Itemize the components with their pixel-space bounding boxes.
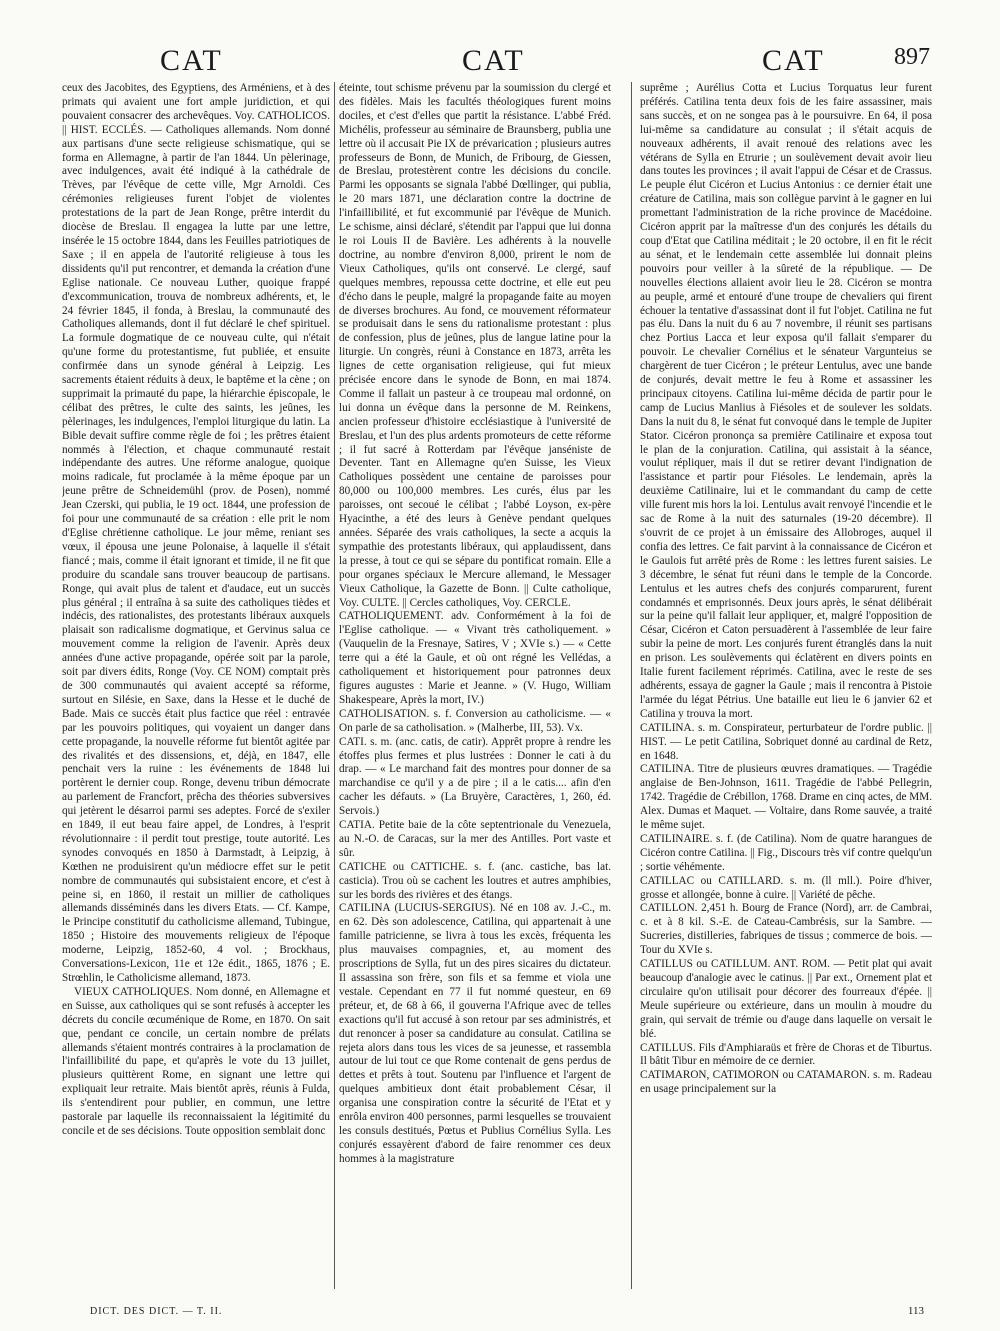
paragraph-catilina-continued: suprême ; Aurélius Cotta et Lucius Torquatus leur furent préférés. Catilina tenta deux fois de les faire assassiner, mais sans succès, et on ne songea pas à le poursuivre. En 64, il posa lui-même sa candidature au consulat ; il s'était acquis de nouveaux adhérents, il avait renoué des relations avec les vétérans de Sylla en Etrurie ; un soulèvement devait avoir lieu dans toutes les provinces ; il avait l'appui de César et de Crassus. Le peuple élut Cicéron et Lucius Antonius : ce dernier était une créature de Catilina, mais son collègue parvint à le gagner en lui promettant l'administration de la riche province de Macédoine. Cicéron apprit par la maîtresse d'un des conjurés les détails du coup d'Etat que Catilina méditait ; le 20 octobre, il en fit le récit au sénat, et le lendemain cette assemblée lui donnait pleins pouvoirs pour veiller à la sûreté de la république. — De nouvelles élections allaient avoir lieu le 28. Cicéron se montra au peuple, armé et entouré d'une troupe de chevaliers qui firent échouer la tentative d'assassinat dont il fut l'objet. Catilina ne fut pas élu. Dans la nuit du 6 au 7 novembre, il réunit ses partisans chez Portius Lacca et leur exposa qu'il fallait s'emparer du pouvoir. Le chevalier Cornélius et le sénateur Vargunteius se chargèrent de tuer Cicéron ; le préteur Lentulus, avec une bande de conjurés, devait mettre le feu à Rome et assassiner les principaux citoyens. Catilina lui-même décida de partir pour le camp de Lucius Manlius à Fiésoles et de soulever les soldats. Dans la nuit du 8, le sénat fut convoqué dans le temple de Jupiter Stator. Cicéron prononça sa première Catilinaire et exposa tout le plan de la conjuration. Catilina, qui assistait à la séance, voulut répliquer, mais il dut se retirer devant l'indignation de l'assistance et partir pour Fiésoles. Le lendemain, après la deuxième Catilinaire, lui et le commandant du camp de cette ville furent mis hors la loi. Lentulus avait renvoyé l'incendie et le sac de Rome à la nuit des saturnales (19-20 décembre). Il s'ouvrit de ce projet à un émissaire des Allobroges, auquel il confia des lettres. Ce fait parvint à la connaissance de Cicéron et le Gaulois fut arrêté près de Rome : les lettres furent saisies. Le 3 décembre, le sénat fut réuni dans le temple de la Concorde. Lentulus et les autres chefs des conjurés comparurent, furent condamnés et emprisonnés. Deux jours après, le sénat délibérait sur la peine qu'il fallait leur appliquer, et, malgré l'opposition de César, Cicéron et Caton persuadèrent à l'assemblée de leur faire subir la peine de mort. Les conjurés furent étranglés dans la nuit en prison. Les soulèvements qui éclatèrent en divers points en Italie furent facilement réprimés. Catilina, avec le reste de ses adhérents, essaya de gagner la Gaule ; mais il rencontra à Pistoie l'armée du légat Pétrius. Une bataille eut lieu le 6 janvier 62 et Catilina y trouva la mort. <box>640 82 932 720</box>
running-header-left: CAT <box>160 44 223 77</box>
text-column-2 <box>339 82 611 1289</box>
running-header-center: CAT <box>462 44 525 77</box>
entry-catillac: CATILLAC ou CATILLARD. s. m. (ll mll.). Poire d'hiver, grosse et allongée, bonne à cuire. || Variété de pêche. <box>640 874 932 901</box>
entry-catilina-biography: CATILINA (LUCIUS-SERGIUS). Né en 108 av. J.-C., m. en 62. Dès son adolescence, Catilina, qui appartenait à une famille patricienne, se livra à tous les excès, fréquenta les plus mauvaises compagnies, et, au moment des proscriptions de Sylla, fut un des pires sicaires du dictateur. Il assassina son frère, son fils et sa femme et viola une vestale. Cependant en 77 il fut nommé questeur, en 69 préteur, et, de 68 à 66, il gouverna l'Afrique avec de telles exactions qu'il fut accusé à son retour par ses administrés, et dut renoncer à poser sa candidature au consulat. Catilina se rejeta alors dans tous les vices de sa jeunesse, et rassembla autour de lui tout ce que Rome contenait de gens perdus de dettes et prêts à tout. Soutenu par l'influence et l'argent de quelques ambitieux dont était probablement César, il organisa une conspiration contre la sécurité de l'Etat et y enrôla environ 400 personnes, parmi lesquelles se trouvaient les consuls destitués, Pœtus et Publius Cornélius Sylla. Les conjurés essayèrent d'abord de faire renommer ces deux hommes à la magistrature <box>339 902 611 1165</box>
text-column-1 <box>62 82 330 1289</box>
entry-catillon: CATILLON. 2,451 h. Bourg de France (Nord), arr. de Cambrai, c. et à 8 kil. S.-E. de Cateau-Cambrésis, sur la Sambre. — Sucreries, distilleries, fabriques de tissus ; commerce de bois. — Tour du XVIe s. <box>640 902 932 957</box>
entry-catillus-son: CATILLUS. Fils d'Amphiaraüs et frère de Choras et de Tiburtus. Il bâtit Tibur en mémoire de ce dernier. <box>640 1041 932 1068</box>
running-header-right: CAT <box>762 44 825 77</box>
entry-catillus-catillum: CATILLUS ou CATILLUM. ANT. ROM. — Petit plat qui avait beaucoup d'analogie avec le catinus. || Par ext., Ornement plat et circulaire qu'on utilisait pour décorer des fourreaux d'épée. || Meule supérieure ou extérieure, dans un moulin à moudre du grain, qui servait de trémie ou d'auge dans laquelle on versait le blé. <box>640 958 932 1040</box>
column-rule-2 <box>631 82 632 1289</box>
entry-catilina-noun: CATILINA. s. m. Conspirateur, perturbateur de l'ordre public. || HIST. — Le petit Catilina, Sobriquet donné au cardinal de Retz, en 1648. <box>640 721 932 762</box>
page-number: 897 <box>894 44 930 70</box>
paragraph-catholicos-continued: ceux des Jacobites, des Egyptiens, des Arméniens, et à des primats qui avaient une fort ample juridiction, et qui pouvaient consacrer des archevêques. Voy. CATHOLICOS. || HIST. ECCLÉS. — Catholiques allemands. Nom donné aux partisans d'une secte religieuse schismatique, qui se forma en Allemagne, à partir de l'an 1844. Un pèlerinage, avec indulgences, avait été indiqué à la cathédrale de Trèves, par l'évêque de cette ville, Mgr Arnoldi. Ces cérémonies religieuses furent l'objet de violentes protestations de la part de Jean Ronge, prêtre interdit du diocèse de Breslau. Il engagea la lutte par une lettre, insérée le 15 octobre 1844, dans les Feuilles patriotiques de Saxe ; il en appela de l'autorité religieuse à tous les dissidents qu'il put rencontrer, et demanda la création d'une Eglise nationale. Ce nouveau Luther, quoique frappé d'excommunication, trouva de nombreux adhérents, et, le 24 février 1845, il fonda, à Breslau, la communauté des Catholiques allemands, dont il fut déclaré le chef spirituel. La formule dogmatique de ce nouveau culte, qui n'était qu'une forme du protestantisme, fut publiée, et ensuite confirmée dans un synode général à Leipzig. Les sacrements étaient réduits à deux, le baptême et la cène ; on supprimait la primauté du pape, la hiérarchie épiscopale, le célibat des prêtres, le culte des saints, les jeûnes, les pèlerinages, les indulgences, l'emploi liturgique du latin. La Bible devait suffire comme règle de foi ; les prêtres étaient nommés à l'élection, et chaque communauté restait indépendante des autres. Une réforme analogue, quoique moins radicale, fut proclamée à la même époque par un jeune prêtre de Schneidemühl (prov. de Posen), nommé Jean Czerski, qui publia, le 19 oct. 1844, une profession de foi pour une communauté de sa création : elle prit le nom d'Eglise chrétienne catholique. Le jour même, reniant ses vœux, il épousa une jeune Polonaise, à laquelle il s'était fiancé ; mais, comme il était ignorant et timide, il ne fit que produire du scandale sans trouver beaucoup de partisans. Ronge, qui avait plus de talent et d'audace, eut un succès plus général ; il entraîna à sa suite des catholiques tièdes et indécis, des rationalistes, des protestants libéraux auxquels plaisait son radicalisme dogmatique, et Gervinus salua ce mouvement comme la religion de l'avenir. Après deux années d'une active propagande, opérée soit par la parole, soit par divers édits, Ronge (Voy. CE NOM) comptait près de 300 communautés qui avaient accepté sa réforme, surtout en Silésie, en Saxe, dans la Hesse et le duché de Bade. Mais ce succès était plus factice que réel : entravée par les pouvoirs politiques, qui voyaient un danger dans cette propagande, la nouvelle réforme fut bientôt agitée par des rivalités et des dissensions, et, déjà, en 1847, elle penchait vers la ruine : les événements de 1848 lui portèrent le dernier coup. Ronge, devenu tribun démocrate au parlement de Francfort, prêcha des théories subversives qui jetèrent le désarroi parmi ses adeptes. Forcé de s'exiler en 1849, il eut beau faire appel, de Londres, à l'esprit révolutionnaire : il perdit tout prestige, toute autorité. Les synodes convoqués en 1850 à Darmstadt, à Leipzig, à Kœthen ne produisirent qu'un médiocre effet sur le petit nombre de communautés qui subsistaient encore, et c'est à peine si, en 1860, il restait un millier de catholiques allemands disséminés dans les divers Etats. — Cf. Kampe, le Principe constitutif du catholicisme allemand, Tubingue, 1850 ; Histoire des mouvements religieux de l'époque moderne, Leipzig, 1852-60, 4 vol. ; Brockhaus, Conversations-Lexicon, 11e et 12e édit., 1865, 1876 ; E. Strœhlin, le Catholicisme allemand, 1873. <box>62 82 330 984</box>
text-column-3 <box>640 82 932 1289</box>
column-rule-1 <box>334 82 335 1289</box>
entry-catilina-dramas: CATILINA. Titre de plusieurs œuvres dramatiques. — Tragédie anglaise de Ben-Johnson, 1611. Tragédie de l'abbé Pellegrin, 1742. Tragédie de Crébillon, 1768. Drame en cinq actes, de MM. Alex. Dumas et Maquet. — Voltaire, dans Rome sauvée, a traité le même sujet. <box>640 763 932 832</box>
entry-catilinaire: CATILINAIRE. s. f. (de Catilina). Nom de quatre harangues de Cicéron contre Catilina. || Fig., Discours très vif contre quelqu'un ; sortie véhémente. <box>640 832 932 873</box>
entry-catholiquement: CATHOLIQUEMENT. adv. Conformément à la foi de l'Eglise catholique. — « Vivant très catholiquement. » (Vauquelin de la Fresnaye, Satires, V ; XVIe s.) — « Cette terre qui a été la Gaule, et où ont régné les Vellédas, a catholiquement et historiquement pour patronnes deux figures augustes : Marie et Jeanne. » (V. Hugo, William Shakespeare, Après la mort, IV.) <box>339 610 611 706</box>
footer-volume-note: DICT. DES DICT. — T. II. <box>90 1306 223 1317</box>
paragraph-vieux-catholiques: VIEUX CATHOLIQUES. Nom donné, en Allemagne et en Suisse, aux catholiques qui se sont refusés à accepter les décrets du concile œcuménique de Rome, en 1870. On sait que, pendant ce concile, un certain nombre de prélats allemands s'étaient montrés contraires à la proclamation de l'infaillibilité du pape, et qu'après le vote du 13 juillet, plusieurs quittèrent Rome, en signant une lettre qui expliquait leur retraite. Mais bientôt après, réunis à Fulda, ils s'entendirent pour publier, en commun, une lettre pastorale par laquelle ils reconnaissaient la légitimité du concile et de ses décisions. Toute opposition semblait donc <box>62 985 330 1137</box>
entry-catia: CATIA. Petite baie de la côte septentrionale du Venezuela, au N.-O. de Caracas, sur la mer des Antilles. Port vaste et sûr. <box>339 819 611 859</box>
paragraph-vieux-catholiques-continued: éteinte, tout schisme prévenu par la soumission du clergé et des fidèles. Mais les facultés théologiques furent moins dociles, et c'est d'elles que partit la résistance. L'abbé Fréd. Michélis, professeur au séminaire de Braunsberg, publia une lettre où il accusait Pie IX de prévarication ; plusieurs autres professeurs de Bonn, de Munich, de Fribourg, de Giessen, de Breslau, protestèrent contre les décisions du concile. Parmi les opposants se signala l'abbé Dœllinger, qui publia, le 20 mars 1871, une déclaration contre la doctrine de l'infaillibilité, et fut excommunié par l'évêque de Munich. Le schisme, ainsi déclaré, s'étendit par l'appui que lui donna le roi Louis II de Bavière. Les adhérents à la nouvelle doctrine, au nombre d'environ 8,000, prirent le nom de Vieux Catholiques, qu'ils ont conservé. Le clergé, sauf quelques membres, repoussa cette doctrine, et elle eut peu d'écho dans le peuple, malgré la propagande faite au moyen de diverses brochures. Au fond, ce mouvement réformateur se produisait dans le sens du rationalisme protestant : plus de confession, plus de jeûnes, plus de langue latine pour la liturgie. Un congrès, réuni à Constance en 1873, arrêta les lignes de cette organisation religieuse, qui fut mieux précisée encore dans le synode de Bonn, en mai 1874. Comme il fallait un pasteur à ce troupeau mal ordonné, on lui donna un évêque dans la personne de M. Reinkens, ancien professeur d'histoire ecclésiastique à l'université de Breslau, et l'un des plus ardents promoteurs de cette réforme ; il fut sacré à Rotterdam par l'évêque janséniste de Deventer. Tant en Allemagne qu'en Suisse, les Vieux Catholiques possèdent une centaine de paroisses pour 80,000 ou 100,000 membres. Les curés, élus par les paroisses, ont secoué le célibat ; l'abbé Loyson, ex-père Hyacinthe, a été des leurs à Genève pendant quelques années. Séparée des vrais catholiques, la secte a acquis la sympathie des protestants libéraux, qui applaudissent, dans la presse, à tout ce qui se sépare du pontificat romain. Elle a pour organes spéciaux le Mercure allemand, le Messager Vieux Catholique, la Gazette de Bonn. || Culte catholique, Voy. CULTE. || Cercles catholiques, Voy. CERCLE. <box>339 82 611 609</box>
entry-catimaron: CATIMARON, CATIMORON ou CATAMARON. s. m. Radeau en usage principalement sur la <box>640 1069 932 1096</box>
entry-catholisation: CATHOLISATION. s. f. Conversion au catholicisme. — « On parle de sa catholisation. » (Malherbe, III, 53). Vx. <box>339 707 611 734</box>
entry-cati: CATI. s. m. (anc. catis, de catir). Apprêt propre à rendre les étoffes plus fermes et plus lustrées : Donner le cati à du drap. — « Le marchand fait des montres pour donner de sa marchandise ce qu'il y a de pire ; il a le catis.... afin d'en cacher les défauts. » (La Bruyère, Caractères, 1, 260, éd. Servois.) <box>339 735 611 818</box>
signature-mark: 113 <box>907 1305 924 1317</box>
entry-catiche: CATICHE ou CATTICHE. s. f. (anc. castiche, bas lat. casticia). Trou où se cachent les loutres et autres amphibies, sur les bords des rivières et des étangs. <box>339 860 611 901</box>
